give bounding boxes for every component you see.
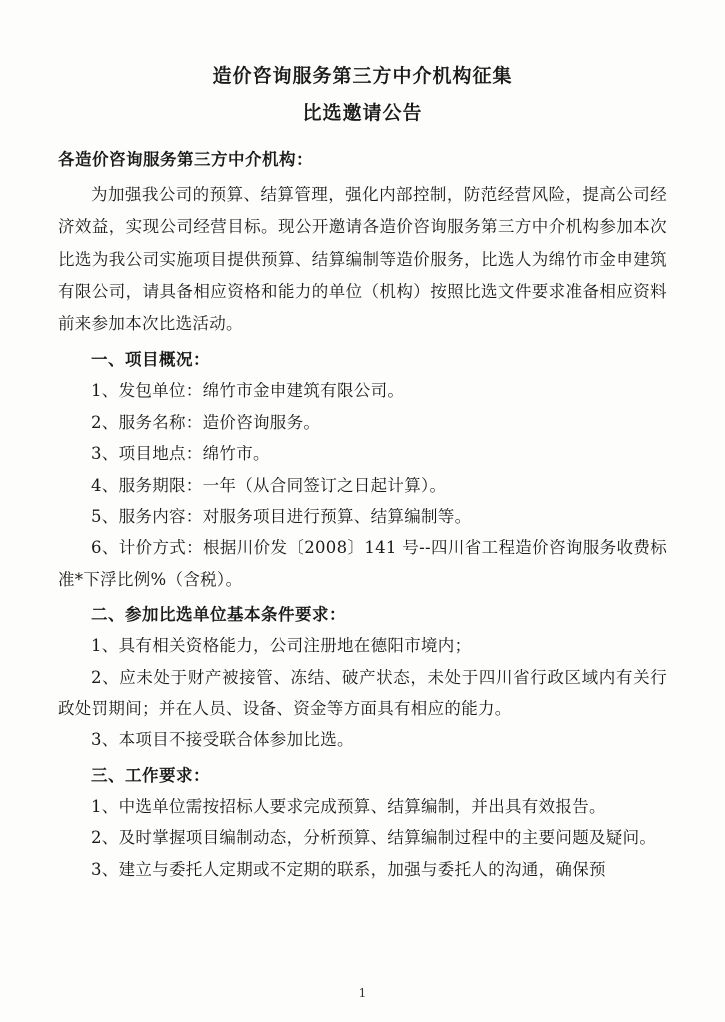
section-participation-requirements: [58, 599, 667, 756]
section-heading: 一、项目概况：: [91, 350, 210, 370]
section-heading: 二、参加比选单位基本条件要求：: [91, 604, 346, 624]
intro-paragraph: 为加强我公司的预算、结算管理，强化内部控制，防范经营风险，提高公司经济效益，实现公司经营目标。现公开邀请各造价咨询服务第三方中介机构参加本次比选为我公司实施项目提供预算、结算编制等造价服务，比选人为绵竹市金申建筑有限公司，请具备相应资格和能力的单位（机构）按照比选文件要求准备相应资料前来参加本次比选活动。: [58, 185, 667, 333]
list-item: 1、中选单位需按招标人要求完成预算、结算编制，并出具有效报告。: [91, 796, 606, 816]
document-title-line-1: 造价咨询服务第三方中介机构征集: [212, 65, 513, 87]
list-item: 1、发包单位：绵竹市金申建筑有限公司。: [91, 381, 405, 401]
document-title-line-2: 比选邀请公告: [302, 102, 423, 125]
list-item: 2、应未处于财产被接管、冻结、破产状态，未处于四川省行政区域内有关行政处罚期间；并在人员、设备、资金等方面具有相应的能力。: [58, 667, 667, 718]
page-number: 1: [358, 986, 367, 1000]
section-work-requirements: [58, 760, 667, 885]
list-item: 5、服务内容：对服务项目进行预算、结算编制等。: [91, 506, 472, 526]
list-item: 3、项目地点：绵竹市。: [91, 444, 270, 464]
list-item: 2、服务名称：造价咨询服务。: [91, 412, 321, 432]
list-item: 3、本项目不接受联合体参加比选。: [91, 730, 354, 750]
list-item: 1、具有相关资格能力，公司注册地在德阳市境内；: [91, 636, 472, 656]
list-item: 4、服务期限：一年（从合同签订之日起计算）。: [91, 475, 447, 495]
list-item: 6、计价方式：根据川价发〔2008〕141 号--四川省工程造价咨询服务收费标准*下浮比例%（含税）。: [58, 538, 667, 589]
list-item: 3、建立与委托人定期或不定期的联系，加强与委托人的沟通，确保预: [91, 859, 606, 879]
section-project-overview: [58, 344, 667, 595]
list-item: 2、及时掌握项目编制动态，分析预算、结算编制过程中的主要问题及疑问。: [91, 828, 657, 848]
section-heading: 三、工作要求：: [91, 765, 210, 785]
document-salutation: 各造价咨询服务第三方中介机构：: [58, 149, 313, 169]
